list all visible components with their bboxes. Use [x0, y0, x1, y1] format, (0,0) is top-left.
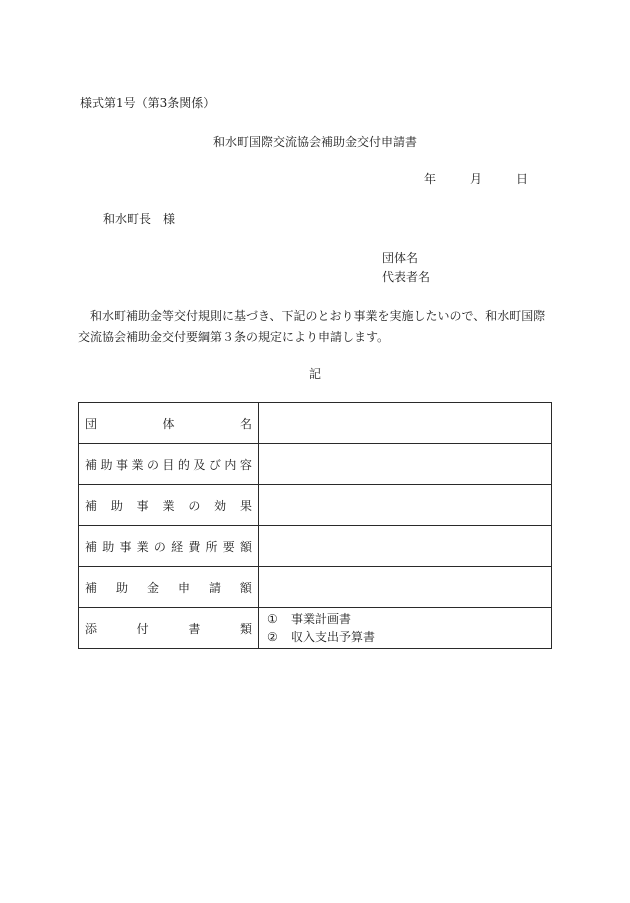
table-row	[79, 567, 552, 608]
table-row	[79, 403, 552, 444]
applicant-block	[382, 249, 430, 287]
date-month-label: 月	[469, 172, 482, 186]
date-day-label: 日	[515, 172, 528, 186]
label-char: 類	[239, 621, 252, 636]
label-char: の	[188, 498, 201, 513]
purpose-and-content-field[interactable]	[259, 444, 552, 485]
application-statement: 和水町補助金等交付規則に基づき、下記のとおり事業を実施したいので、和水町国際交流協会補助金交付要綱第３条の規定により申請します。	[78, 309, 546, 344]
table-row	[79, 526, 552, 567]
label-char: の	[153, 539, 166, 554]
label-char: 額	[239, 580, 252, 595]
label-char: 書	[188, 621, 201, 636]
label-char: び	[208, 457, 221, 472]
label-char: 補	[85, 498, 98, 513]
label-char: 及	[193, 457, 206, 472]
label-char: 申	[177, 580, 190, 595]
representative-name-label: 代表者名	[382, 270, 431, 284]
project-effect-field[interactable]	[259, 485, 552, 526]
row-label-attachments	[79, 608, 259, 649]
label-char: 目	[162, 457, 175, 472]
table-row	[79, 608, 552, 649]
label-char: 助	[110, 498, 123, 513]
label-char: 金	[146, 580, 159, 595]
label-char: 体	[162, 416, 175, 431]
document-title: 和水町国際交流協会補助金交付申請書	[212, 135, 417, 149]
row-label-purpose-and-content	[79, 444, 259, 485]
label-char: 的	[177, 457, 190, 472]
label-char: 助	[102, 539, 115, 554]
required-expenses-field[interactable]	[259, 526, 552, 567]
label-char: 助	[100, 457, 113, 472]
row-label-project-effect	[79, 485, 259, 526]
label-char: 費	[188, 539, 201, 554]
label-char: 団	[85, 416, 98, 431]
label-char: 事	[115, 457, 128, 472]
label-char: 額	[239, 539, 252, 554]
label-char: 補	[85, 457, 98, 472]
label-char: 経	[171, 539, 184, 554]
label-char: 付	[136, 621, 149, 636]
label-char: 内	[224, 457, 237, 472]
label-char: 業	[162, 498, 175, 513]
label-char: 名	[239, 416, 252, 431]
label-char: 事	[136, 498, 149, 513]
label-char: 添	[85, 621, 98, 636]
label-char: 要	[222, 539, 235, 554]
organization-name-label: 団体名	[382, 251, 419, 265]
label-char: 果	[239, 498, 252, 513]
attachments-list	[259, 608, 552, 649]
label-char: 請	[208, 580, 221, 595]
label-char: 業	[131, 457, 144, 472]
row-label-required-expenses	[79, 526, 259, 567]
label-char: 補	[85, 539, 98, 554]
label-char: 効	[214, 498, 227, 513]
label-char: 所	[205, 539, 218, 554]
label-char: 事	[119, 539, 132, 554]
attachment-item-2: ② 収入支出予算書	[267, 630, 376, 644]
row-label-requested-amount	[79, 567, 259, 608]
label-char: 容	[239, 457, 252, 472]
label-char: 補	[85, 580, 98, 595]
form-number: 様式第1号（第3条関係）	[80, 96, 216, 110]
label-char: 業	[136, 539, 149, 554]
application-details-table	[78, 402, 552, 649]
organization-name-field[interactable]	[259, 403, 552, 444]
date-line	[424, 170, 528, 187]
ki-heading: 記	[308, 367, 321, 381]
addressee: 和水町長 様	[103, 212, 176, 226]
table-row	[79, 485, 552, 526]
label-char: 助	[115, 580, 128, 595]
date-year-label: 年	[423, 172, 436, 186]
label-char: の	[146, 457, 159, 472]
attachment-item-1: ① 事業計画書	[267, 612, 352, 626]
row-label-organization-name	[79, 403, 259, 444]
requested-amount-field[interactable]	[259, 567, 552, 608]
table-row	[79, 444, 552, 485]
